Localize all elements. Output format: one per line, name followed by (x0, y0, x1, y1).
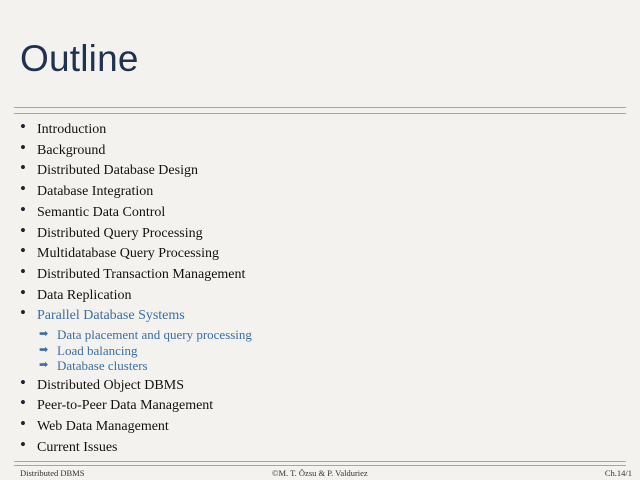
outline-item-label: Database Integration (37, 184, 154, 200)
outline-sublist (37, 327, 252, 374)
title-divider (14, 107, 626, 114)
outline-item-label: Background (37, 142, 106, 158)
outline-item-label: Distributed Query Processing (37, 225, 203, 241)
outline-item-label: Distributed Database Design (37, 163, 198, 179)
outline-list (20, 117, 252, 458)
outline-item (20, 372, 252, 397)
outline-item-label: Distributed Object DBMS (37, 377, 184, 393)
bullet-dot-icon: • (20, 282, 26, 302)
outline-item (20, 199, 252, 224)
footer-copyright: ©M. T. Özsu & P. Valduriez (272, 468, 368, 478)
arrow-right-icon: ➡ (39, 343, 49, 356)
bullet-dot-icon: • (20, 117, 26, 136)
outline-subitem-label: Data placement and query processing (57, 327, 252, 343)
outline-item-label: Data Replication (37, 287, 132, 303)
bullet-dot-icon: • (20, 158, 26, 178)
outline-item (20, 413, 252, 438)
outline-item-label: Distributed Transaction Management (37, 266, 246, 282)
outline-item-label: Current Issues (37, 439, 118, 455)
outline-subitem-label: Database clusters (57, 358, 148, 374)
bullet-dot-icon: • (20, 261, 26, 281)
outline-item-label: Introduction (37, 122, 107, 137)
bullet-dot-icon: • (20, 179, 26, 199)
bullet-dot-icon: • (20, 393, 26, 413)
outline-item-label: Semantic Data Control (37, 204, 166, 220)
outline-item (20, 220, 252, 245)
outline-item-label: Web Data Management (37, 418, 169, 434)
outline-item-current (20, 303, 252, 374)
outline-item (20, 179, 252, 203)
outline-subitem (37, 327, 252, 343)
bullet-dot-icon: • (20, 434, 26, 454)
outline-item (20, 261, 252, 286)
bullet-dot-icon: • (20, 413, 26, 433)
bullet-dot-icon: • (20, 303, 26, 323)
outline-item-label: Peer-to-Peer Data Management (37, 398, 214, 414)
arrow-right-icon: ➡ (39, 328, 49, 341)
bullet-dot-icon: • (20, 137, 26, 157)
outline-item (20, 117, 252, 141)
bullet-dot-icon: • (20, 241, 26, 261)
footer-divider (14, 461, 626, 466)
outline-item-label: Multidatabase Query Processing (37, 246, 219, 262)
bullet-dot-icon: • (20, 220, 26, 240)
outline-subitem (37, 343, 252, 359)
outline-item (20, 137, 252, 162)
footer-course-name: Distributed DBMS (20, 468, 85, 478)
footer-page-number: Ch.14/1 (604, 468, 632, 478)
outline-item (20, 434, 252, 459)
bullet-dot-icon: • (20, 372, 26, 392)
outline-item (20, 282, 252, 307)
outline-subitem (37, 358, 252, 374)
outline-subitem-label: Load balancing (57, 342, 138, 358)
outline-item (20, 158, 252, 182)
outline-item (20, 241, 252, 265)
bullet-dot-icon: • (20, 199, 26, 219)
slide-title: Outline (20, 38, 139, 79)
outline-item (20, 393, 252, 417)
outline-item-label: Parallel Database Systems (37, 308, 185, 324)
arrow-right-icon: ➡ (39, 359, 49, 372)
